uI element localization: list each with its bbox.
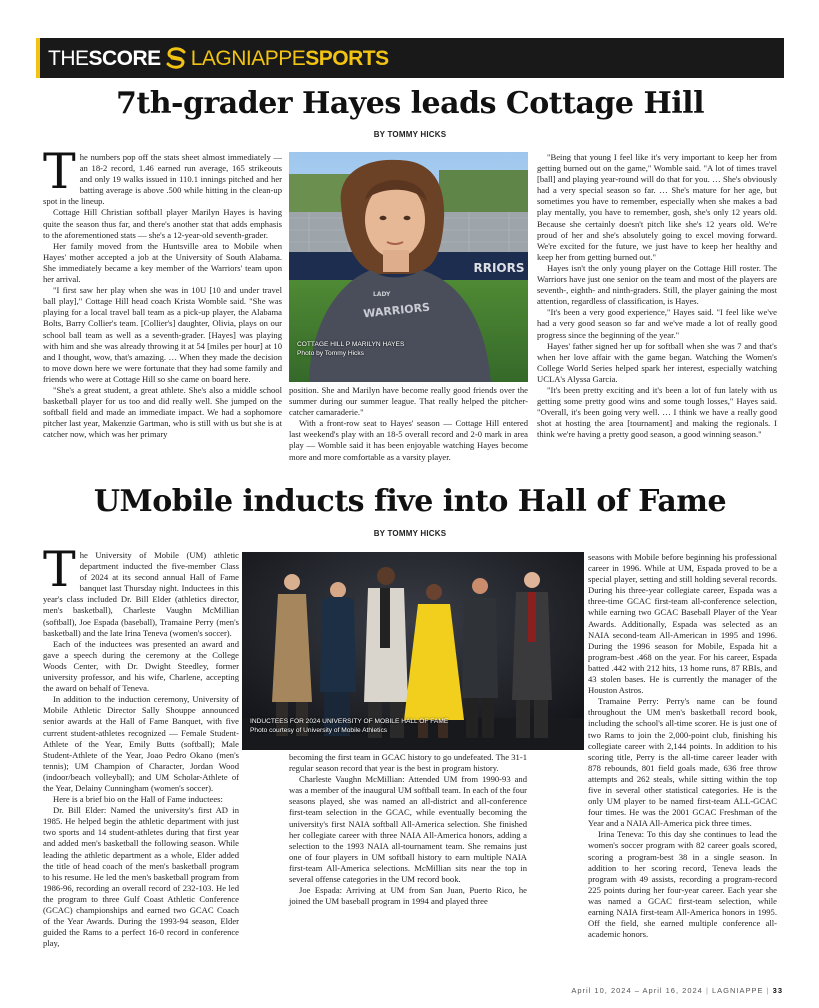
article1-paragraph: position. She and Marilyn have become really good friends over the summer during our summer league. That really helped the pitcher-catcher camaraderie." — [289, 385, 528, 418]
brand-score: SCORE — [88, 47, 161, 70]
folio-dates: April 10, 2024 – April 16, 2024 — [571, 986, 703, 995]
article1-paragraph: "Being that young I feel like it's very important to keep her from getting burned out on the game," Womble said. "A lot of times travel [ball] and playing year-round will do that for you. … She's obviously had a very special season so far. … She's mature for her age, but sometimes you have to remember, especially when she makes a bad play mentally, you have to remember, gosh, she's only 12 years old. Because she certainly doesn't pitch like she's 12 years old. We're proud of her and she's absolutely going to excel moving forward. We're excited for the future, we just have to keep her healthy and keep her from getting burned out." — [537, 152, 777, 262]
article1-photo — [289, 152, 528, 382]
article2-column-1 — [43, 541, 239, 949]
article1-column-3 — [537, 152, 777, 440]
article2-photo-caption — [250, 717, 448, 735]
section-masthead — [36, 38, 784, 78]
section-brand — [48, 46, 389, 76]
article1-column-2 — [289, 385, 528, 463]
article1-paragraph: Cottage Hill Christian softball player Marilyn Hayes is having quite the season thus far, and there's another stat that adds emphasis to the aforementioned stats — she's a 12-year-old seventh-grader. — [43, 207, 282, 240]
article1-paragraph: With a front-row seat to Hayes' season — Cottage Hill entered last weekend's play with an 18-5 overall record and 2-0 mark in area play — Womble said it has been enjoyable watching Hayes become more and more comfortable as a varsity player. — [289, 418, 528, 462]
brand-the: THE — [48, 47, 89, 70]
article2-paragraph: Dr. Bill Elder: Named the university's first AD in 1985. He helped begin the athletic department with just two sports and 14 student-athletes during that first year and added men's basketball the following season. While leading the athletic department as a whole, Elder added the title of head coach of the men's basketball program to his resume. He led the men's basketball program from 1986-96, recording an overall record of 232-103. He led the program to three Gulf Coast Athletic Conference (GCAC) championships and earned two GCAC Coach of the Year Awards. During the 1993-94 season, Elder guided the Rams to a perfect 16-0 record in conference play, — [43, 805, 239, 949]
article2-dropcap: T — [43, 541, 76, 598]
article2-paragraph: becoming the first team in GCAC history to go undefeated. The 31-1 regular season record that year is the best in program history. — [289, 752, 527, 774]
article1-paragraph: "It's been pretty exciting and it's been a lot of fun lately with us getting some pretty good wins and some tough losses," Hayes said. "Overall, it's been going very well. … I think we have a really good shot at hosting the area [tournament] and making the regionals. I think we're having a pretty good season, a good winning season." — [537, 384, 777, 440]
article2-paragraph: Here is a brief bio on the Hall of Fame inductees: — [53, 794, 223, 805]
article1-paragraph: "She's a great student, a great athlete. She's also a middle school basketball player for us too and did really well. She jumped on the softball field and made an immediate impact. We had a sophomore pitcher last year, Makenzie Gartman, who is still with us but she is at catcher now, which was her primary — [43, 384, 282, 440]
svg-text:RRIORS: RRIORS — [473, 261, 525, 275]
article2-paragraph: Irina Teneva: To this day she continues to lead the women's soccer program with 82 career goals scored, scoring a program-best 38 in a single season. In addition to her scoring record, Teneva leads the program with 49 assists, recording a program-record 225 points during her four-year career. Each year she was named a GCAC first-team selection, while earning NAIA first-team All-America honors in 1995. Off the field, she earned multiple conference all-academic honors. — [588, 829, 777, 940]
article1-paragraph: Hayes isn't the only young player on the Cottage Hill roster. The Warriors have just one senior on the team and most of the players are seventh-, eighth- and ninth-graders. Still, the player gaining the most attention, regardless of classification, is Hayes. — [537, 262, 777, 307]
article1-paragraph: The numbers pop off the stats sheet almost immediately — an 18-2 record, 1.46 earned run average, 165 strikeouts and only 19 walks issued in 110.1 innings pitched and her batting average is above .500 while hitting in the clean-up spot in the lineup. — [43, 143, 282, 207]
folio-publication: LAGNIAPPE — [711, 986, 764, 995]
article1-paragraph: Her family moved from the Huntsville area to Mobile when Hayes' mother accepted a job at the University of South Alabama. She immediately became a key member of the Warriors' team upon her arrival. — [43, 240, 282, 285]
svg-text:WARRIORS: WARRIORS — [362, 300, 431, 321]
page-folio — [571, 986, 783, 995]
article1-paragraph: "It's been a very good experience," Hayes said. "I feel like we've had a very good season so far and we've made a lot of really good progress since the beginning of the year." — [537, 307, 777, 340]
lagniappe-swirl-icon — [164, 46, 188, 76]
article2-column-2 — [289, 752, 527, 907]
article2-headline: UMobile inducts five into Hall of Fame — [93, 484, 727, 519]
article2-paragraph: Joe Espada: Arriving at UM from San Juan, Puerto Rico, he joined the UM baseball program in 1994 and played three — [289, 885, 527, 907]
article2-paragraph: In addition to the induction ceremony, University of Mobile Athletic Director Sally Shouppe announced senior awards at the Hall of Fame Banquet, with five current student-athletes recognized — Female Student-Athlete of the Year, Emily Butts (softball); Male Student-Athlete of the Year, Joao Pedro Okano (men's tennis); UM Champion of Character, Jordan Wood (indoor/beach volleyball); and UM Scholar-Athlete of the Year, Delainy Cunningham (women's soccer). — [43, 694, 239, 793]
page-number: 33 — [772, 986, 783, 995]
article2-photo — [242, 552, 584, 750]
article2-caption-title: INDUCTEES FOR 2024 UNIVERSITY OF MOBILE HALL OF FAME — [250, 718, 449, 725]
article2-paragraph: Each of the inductees was presented an award and gave a speech during the ceremony at the College Woods Center, with Dr. Dwight Steedley, former university professor, and his wife, Charlene, accepting the award on behalf of Teneva. — [43, 638, 239, 694]
article2-column-3 — [588, 552, 777, 940]
folio-separator: | — [705, 986, 709, 995]
article1-dropcap: T — [43, 143, 76, 200]
article2-paragraph: Tramaine Perry: Perry's name can be found throughout the UM men's basketball record book, including the school's all-time scorer. He is just one of two Rams to join the 2,000-point club, finishing his collegiate career with 2,144 points. In addition to his scoring title, Perry is the all-time career leader with 878 rebounds, 801 field goals made, 636 free throw attempts and 262 steals, while sitting within the top five in several other statistical categories. He is the only UM player to be named first-team ALL-GCAC four times. He was the 2001 GCAC Freshman of the Year and a NAIA All-America pick three times. — [588, 696, 777, 829]
masthead-accent-bar — [36, 38, 40, 78]
article1-column-1 — [43, 143, 282, 440]
article2-paragraph: The University of Mobile (UM) athletic department inducted the five-member Class of 2024 at its second annual Hall of Fame banquet last Thursday night. Inductees in this year's class included Dr. Bill Elder (athletics director, men's basketball), Charleste Vaughn McMillian (softball), Joe Espada (baseball), Tramaine Perry (men's basketball) and the late Irina Teneva (women's soccer). — [43, 541, 239, 638]
article2-byline: BY TOMMY HICKS — [373, 529, 447, 538]
article1-photo-caption — [297, 340, 404, 358]
article2-paragraph: Charleste Vaughn McMillian: Attended UM from 1990-93 and was a member of the inaugural UM softball team. In each of the four seasons played, she was named an all-district and all-conference first-team selection in the GCAC, while eventually becoming the university's first NAIA softball All-America selection. She finished her collegiate career with three NAIA All-America honors, adding a selection to the 1993 NAIA all-tournament team. She remains just one of four players in UM softball history to earn multiple NAIA first-team All-America selections. McMillian sits near the top in several offense categories in the UM record book. — [289, 774, 527, 885]
article1-caption-title: COTTAGE HILL P MARILYN HAYES — [297, 341, 405, 348]
article1-byline: BY TOMMY HICKS — [373, 130, 447, 139]
svg-text:LADY: LADY — [373, 291, 391, 298]
article1-paragraph: Hayes' father signed her up for softball when she was 7 and that's when her love affair with the game began. Watching the Women's College World Series helped spark her interest, especially watching UCLA's Alyssa Garcia. — [537, 340, 777, 384]
article1-headline: 7th-grader Hayes leads Cottage Hill — [116, 86, 704, 121]
brand-lagniappe: LAGNIAPPE — [190, 47, 306, 70]
article1-paragraph: "I first saw her play when she was in 10U [10 and under travel ball play]," Cottage Hill head coach Krista Womble said. "She was playing for a local travel ball team as a pick-up player, the Alabama Bolts, Barry Collier's team. [Collier's] daughter, Olivia, plays on our school ball team as well as a seventh-grader. [Hayes] was playing with him and she was already throwing it at 54 [miles per hour] at 10 and I thought, wow, that's amazing. … When they made the decision to move down here we were fortunate that they had some family and friends who were at Cottage Hill so she came on board here. — [43, 285, 282, 384]
article2-paragraph: seasons with Mobile before beginning his professional career in 1996. While at UM, Espada proved to be a special player, setting and still holding several records. During his three-year collegiate career, Espada was a three-time GCAC first-team all-conference selection, while earning two GCAC Baseball Player of the Year Awards. Additionally, Espada was selected as an NAIA second-team All-American in 1995 and 1996. During the 1996 season for Mobile, Espada hit a program-best .468 on the year. For his career, Espada batted .442 with 212 hits, 13 home runs, 87 RBIs, and 43 stolen bases. He is currently the manager of the Houston Astros. — [588, 552, 777, 696]
brand-sports: SPORTS — [305, 47, 389, 70]
folio-separator: | — [766, 986, 770, 995]
article1-caption-credit: Photo by Tommy Hicks — [297, 350, 364, 357]
article2-caption-credit: Photo courtesy of University of Mobile Athletics — [250, 727, 388, 734]
